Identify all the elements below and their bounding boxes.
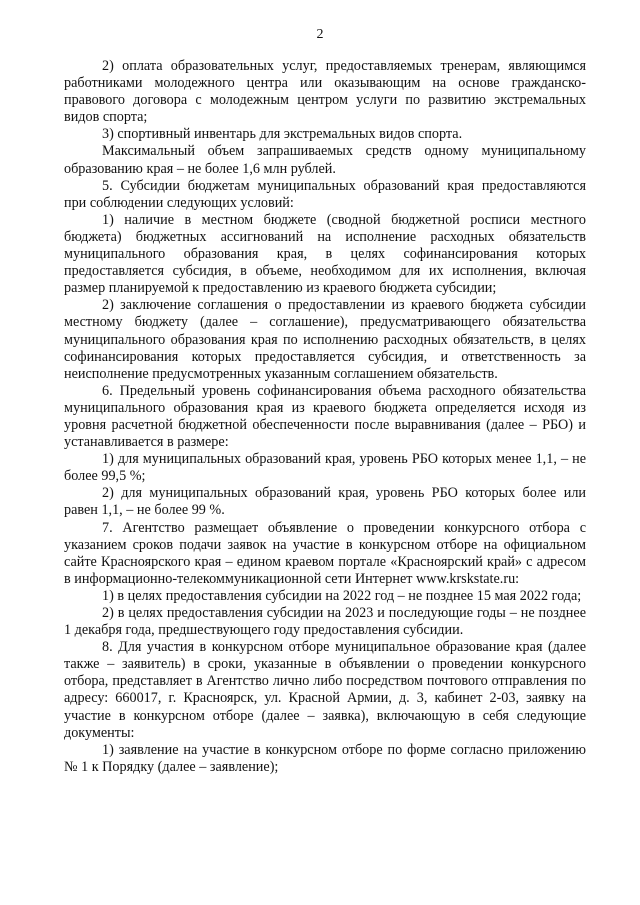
paragraph-section-6: 6. Предельный уровень софинансирования объема расходного обязательства муниципального образования края из краевого бюджета определяется исходя из уровня расчетной бюджетной обеспеченности после выравнивания (далее – РБО) и устанавливается в размере:: [64, 382, 586, 451]
paragraph-application-document-1: 1) заявление на участие в конкурсном отборе по форме согласно приложению № 1 к Порядку (далее – заявление);: [64, 741, 586, 775]
paragraph-rbo-level-2: 2) для муниципальных образований края, уровень РБО которых более или равен 1,1, – не более 99 %.: [64, 485, 586, 519]
paragraph-deadline-2022: 1) в целях предоставления субсидии на 2022 год – не позднее 15 мая 2022 года;: [102, 587, 582, 604]
paragraph-section-5: 5. Субсидии бюджетам муниципальных образований края предоставляются при соблюдении следующих условий:: [64, 177, 586, 211]
document-body: [64, 58, 586, 776]
page-number: 2: [316, 27, 324, 42]
paragraph-item-3-sports-equipment: 3) спортивный инвентарь для экстремальных видов спорта.: [102, 126, 463, 143]
paragraph-section-8: 8. Для участия в конкурсном отборе муниципальное образование края (далее также – заявитель) в сроки, указанные в объявлении о проведении конкурсного отбора, представляет в Агентство лично либо посредством почтового отправления по адресу: 660017, г. Красноярск, ул. Красной Армии, д. 3, кабинет 2-03, заявку на участие в конкурсном отборе (далее – заявка), включающую в себя следующие документы:: [64, 639, 586, 741]
paragraph-section-7: 7. Агентство размещает объявление о проведении конкурсного отбора с указанием сроков подачи заявок на участие в конкурсном отборе на официальном сайте Красноярского края – едином краевом портале «Красноярский край» с адресом в информационно-телекоммуникационной сети Интернет www.krskstate.ru:: [64, 519, 586, 587]
paragraph-condition-2: 2) заключение соглашения о предоставлении из краевого бюджета субсидии местному бюджету (далее – соглашение), предусматривающего обязательства муниципального образования края по исполнению расходных обязательств, в целях софинансирования которых предоставляется субсидия, и ответственность за неисполнение предусмотренных указанным соглашением обязательств.: [64, 297, 586, 382]
paragraph-condition-1: 1) наличие в местном бюджете (сводной бюджетной росписи местного бюджета) бюджетных ассигнований на исполнение расходных обязательств муниципального образования края, в целях софинансирования которых предоставляется субсидия, в объеме, необходимом для их исполнения, включая размер планируемой к предоставлению из краевого бюджета субсидии;: [64, 211, 586, 297]
paragraph-item-2-education-services: 2) оплата образовательных услуг, предоставляемых тренерам, являющимся работниками молодежного центра или оказывающим на основе гражданско-правового договора с молодежным центром услуги по развитию экстремальных видов спорта;: [64, 58, 586, 126]
paragraph-deadline-2023: 2) в целях предоставления субсидии на 2023 и последующие годы – не позднее 1 декабря года, предшествующего году предоставления субсидии.: [64, 605, 586, 639]
paragraph-max-funding: Максимальный объем запрашиваемых средств одному муниципальному образованию края – не более 1,6 млн рублей.: [64, 143, 586, 177]
paragraph-rbo-level-1: 1) для муниципальных образований края, уровень РБО которых менее 1,1, – не более 99,5 %;: [64, 451, 586, 485]
